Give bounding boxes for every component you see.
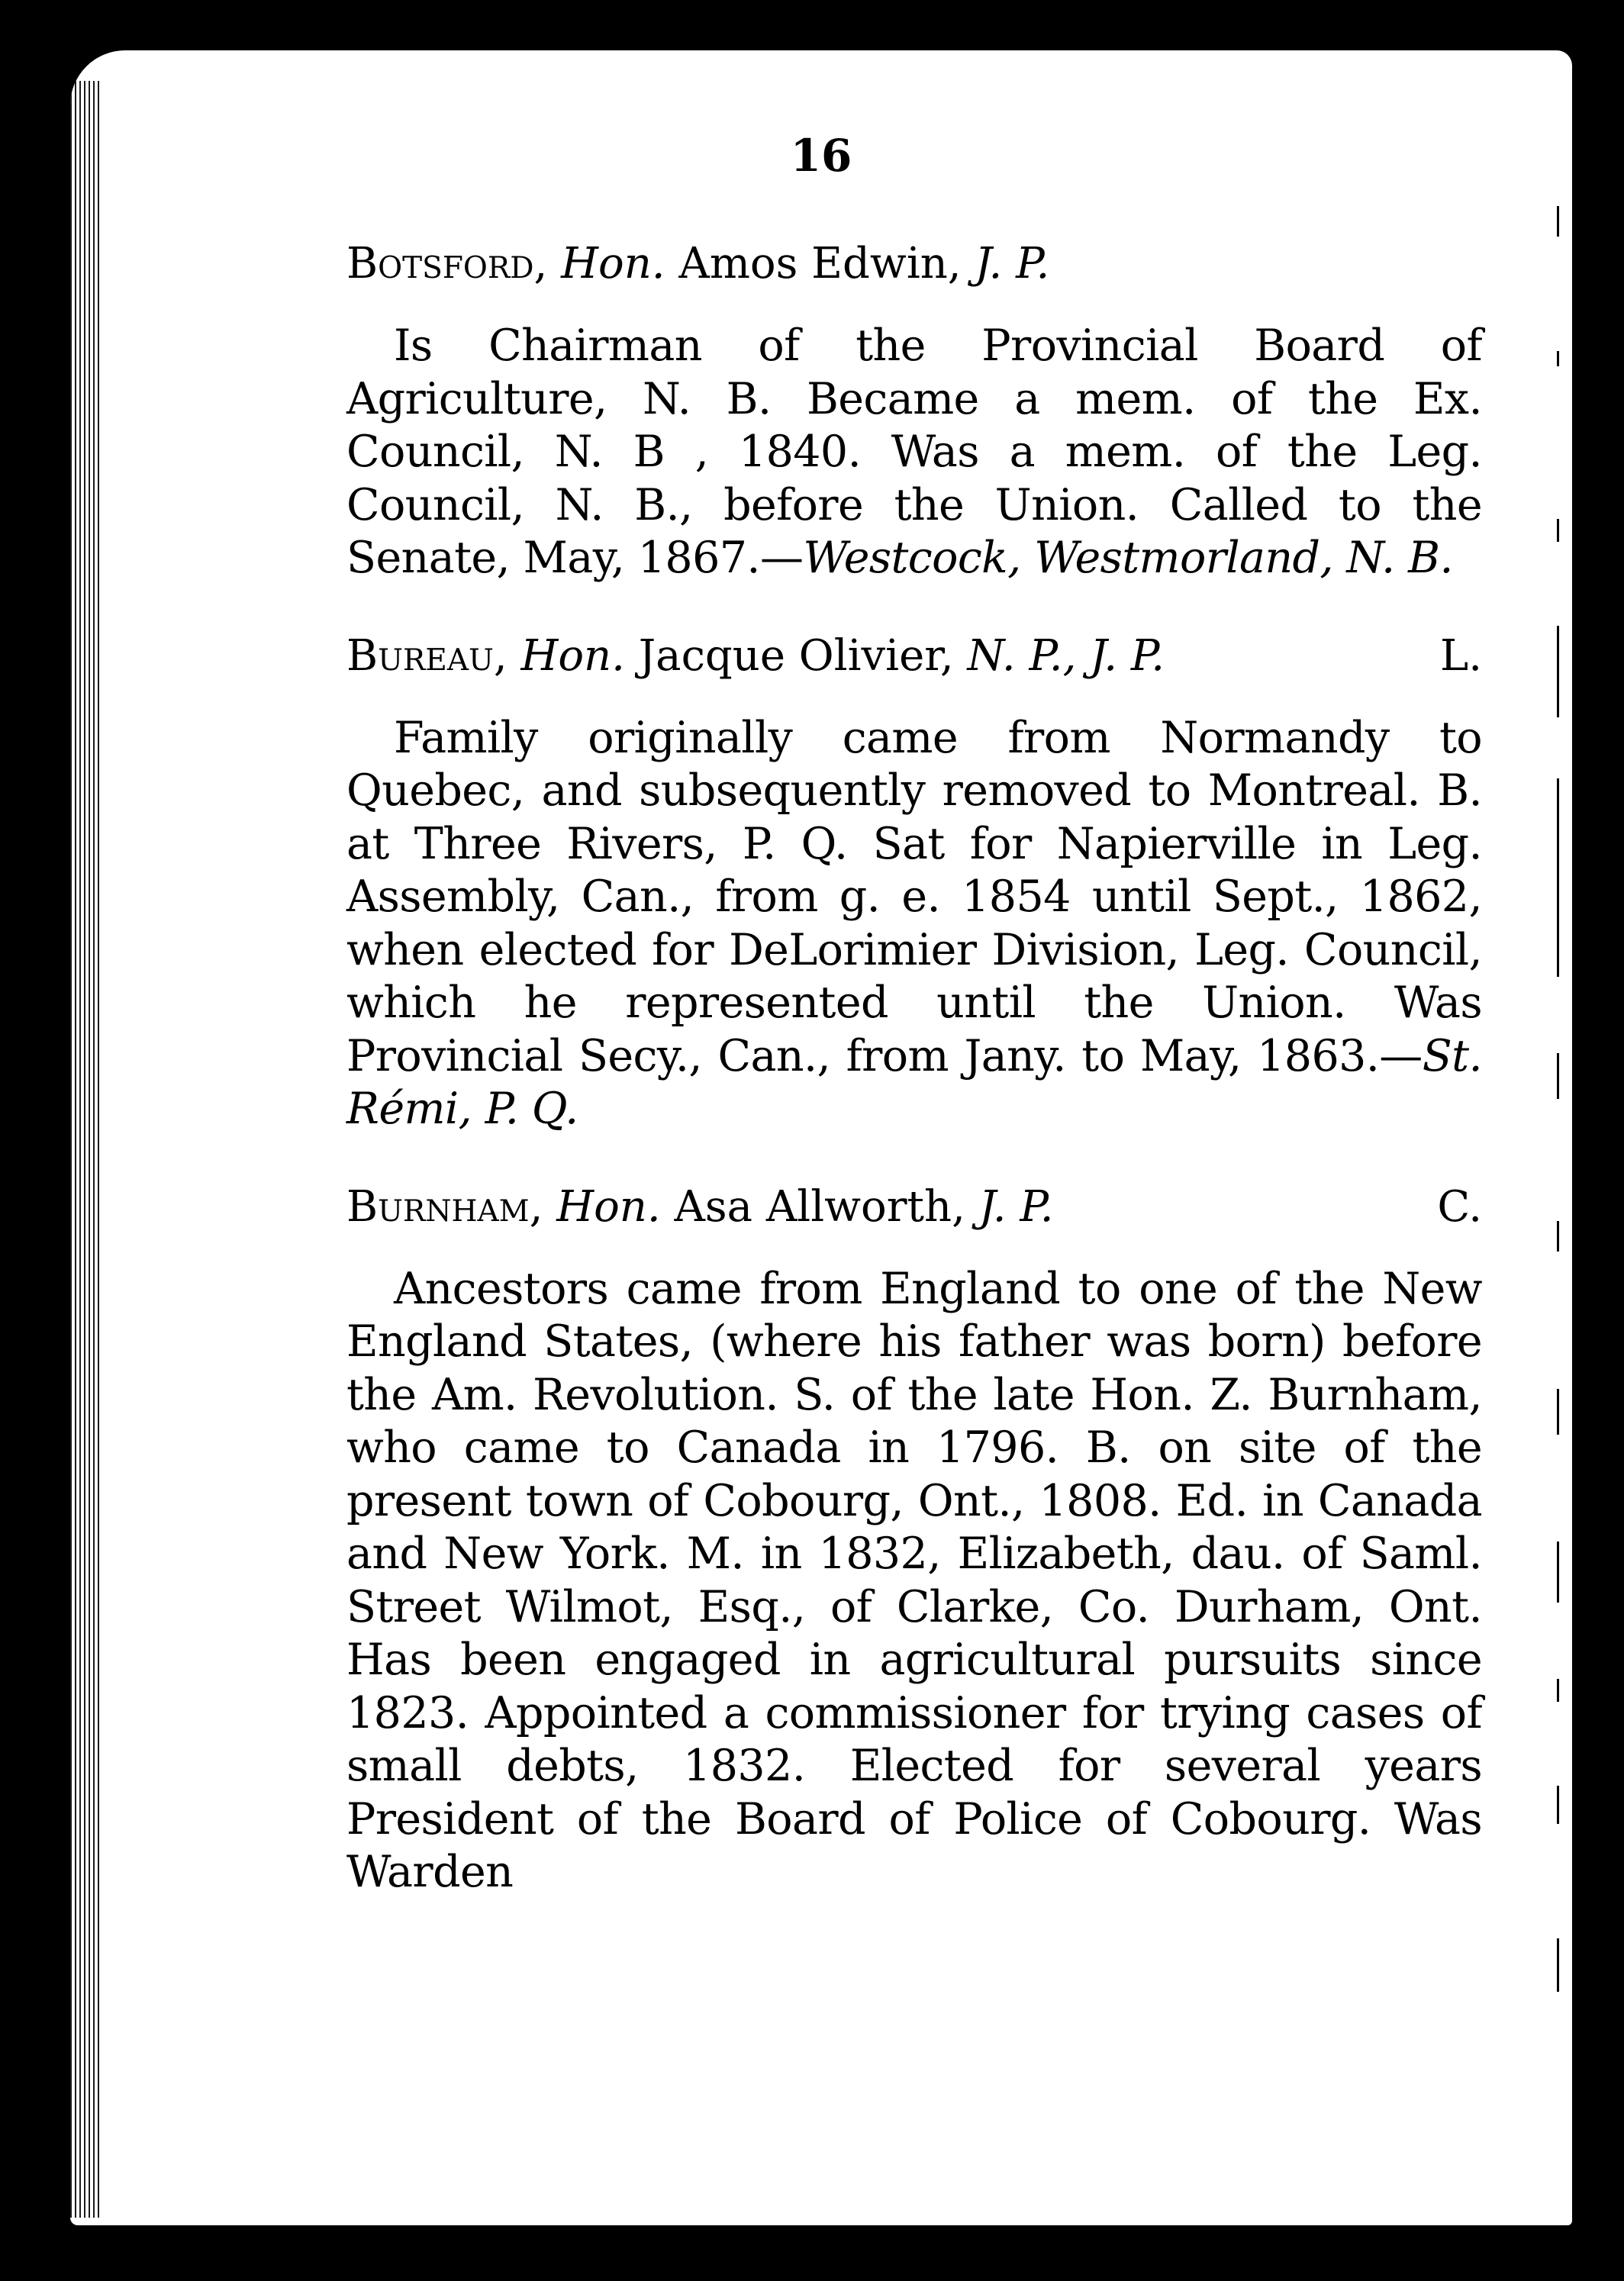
- entry-residence: St. Rémi, P. Q.: [346, 1030, 1482, 1134]
- entry-bureau: [346, 630, 1482, 1136]
- entry-body-text: Is Chairman of the Provincial Board of Agriculture, N. B. Became a mem. of the Ex. Council, N. B , 1840. Was a mem. of the Leg. Council, N. B., before the Union. Called to the Senate, May, 1867.—: [346, 321, 1482, 583]
- entry-surname: Bureau,: [346, 630, 508, 681]
- entry-province: L.: [1440, 630, 1482, 681]
- book-page: [70, 50, 1572, 2225]
- entry-surname: Burnham,: [346, 1181, 543, 1232]
- entry-botsford: [346, 237, 1482, 585]
- entry-postnominals: J. P.: [975, 239, 1050, 288]
- entry-honorific: Hon.: [520, 630, 625, 681]
- entry-given-names: Jacque Olivier,: [638, 630, 954, 681]
- entry-body: [346, 320, 1482, 585]
- entry-body: [346, 1263, 1482, 1899]
- entry-postnominals: N. P., J. P.: [967, 630, 1165, 681]
- entry-honorific: Hon.: [556, 1181, 661, 1232]
- entry-postnominals: J. P.: [978, 1181, 1054, 1232]
- entry-heading: [346, 630, 1482, 683]
- entry-body-text: Family originally came from Normandy to Quebec, and subsequently removed to Montreal. B. at Three Rivers, P. Q. Sat for Napierville in Leg. Assembly, Can., from g. e. 1854 until Sept., 1862, when elected for DeLorimier Division, Leg. Council, which he represented until the Union. Was Provincial Secy., Can., from Jany. to May, 1863.—: [346, 712, 1482, 1081]
- entry-surname: Botsford,: [346, 239, 548, 288]
- entry-burnham: [346, 1181, 1482, 1899]
- entry-given-names: Amos Edwin,: [678, 239, 962, 288]
- page-content: [346, 237, 1482, 1944]
- entry-body: [346, 712, 1482, 1136]
- page-number: 16: [790, 130, 852, 182]
- entry-heading: [346, 237, 1482, 291]
- page-edges-decoration: [70, 81, 101, 2218]
- entry-province: C.: [1437, 1181, 1482, 1232]
- entry-body-text: Ancestors came from England to one of the New England States, (where his father was born) before the Am. Revolution. S. of the late Hon. Z. Burnham, who came to Canada in 1796. B. on site of the present town of Cobourg, Ont., 1808. Ed. in Canada and New York. M. in 1832, Elizabeth, dau. of Saml. Street Wilmot, Esq., of Clarke, Co. Durham, Ont. Has been engaged in agricultural pursuits since 1823. Appointed a commissioner for trying cases of small debts, 1832. Elected for several years President of the Board of Police of Cobourg. Was Warden: [346, 1263, 1482, 1897]
- entry-honorific: Hon.: [561, 239, 665, 288]
- entry-given-names: Asa Allworth,: [674, 1181, 965, 1232]
- entry-heading: [346, 1181, 1482, 1234]
- entry-residence: Westcock, Westmorland, N. B.: [803, 533, 1453, 583]
- scan-margin-marks: [1551, 92, 1574, 2152]
